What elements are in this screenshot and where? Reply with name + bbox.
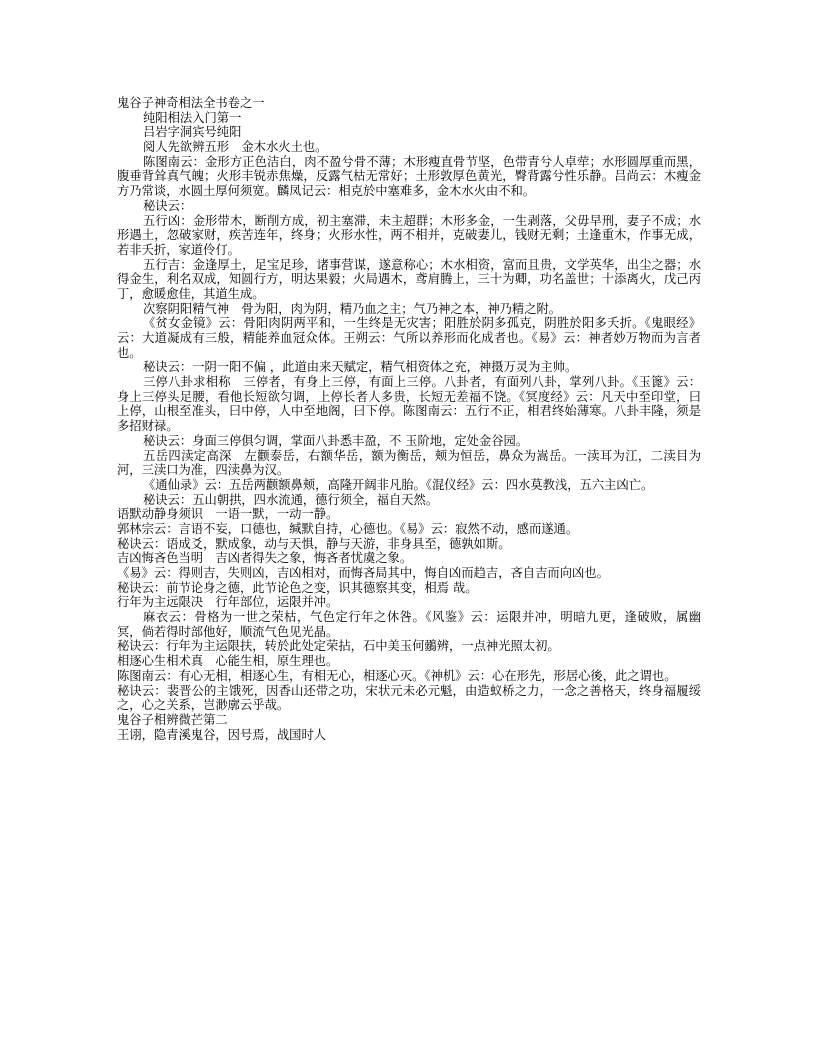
text-paragraph: 五岳四渎定高深 左颧泰岳，右额华岳，额为衡岳，颊为恒岳，鼻众为嵩岳。一渎耳为江，二渎目为河，三渎口为准，四渎鼻为汉。	[117, 448, 701, 478]
document-title-line: 鬼谷子神奇相法全书卷之一	[117, 96, 265, 110]
text-paragraph: 王诩，隐青溪鬼谷，因号焉，战国时人	[117, 727, 327, 742]
text-paragraph: 相逐心生相术真 心能生相，原生理也。	[117, 654, 339, 669]
text-paragraph: 秘诀云：前节论身之德，此节论色之变，识其德察其变，相焉 哉。	[117, 580, 478, 595]
text-paragraph: 鬼谷子相辨微芒第二	[117, 712, 228, 727]
document-body	[117, 96, 701, 742]
text-paragraph: 阅人先欲辨五形 金木水火土也。	[143, 140, 328, 155]
text-paragraph: 秘诀云：五山朝拱，四水流通，德行须全，福自天然。	[143, 492, 439, 507]
text-paragraph: 语默动静身须识 一语一默，一动一静。	[117, 507, 339, 522]
text-paragraph: 《通仙录》云：五岳两颧额鼻颊，高隆开阔非凡胎。《混仪经》云：四水莫教浅，五六主凶亡。	[143, 477, 654, 492]
text-paragraph: 吕岩字洞宾号纯阳	[143, 125, 242, 140]
text-paragraph: 秘诀云：一阴一阳不偏 ，此道由来天赋定，精气相资体之充，神摄万灵为主帅。	[143, 360, 578, 375]
text-paragraph: 郭林宗云：言语不妄，口德也，缄默自持，心德也。《易》云：寂然不动，感而遂通。	[117, 521, 579, 536]
text-paragraph: 五行凶：金形带木，断削方成，初主塞滞，未主超群；木形多金，一生剥落，父毋早刑，妻子不成；水形遇土，忽破家财，疾苦连年，终身；火形水性，两不相并，克破妻儿，钱财无剩；土逢重木，作事无成，若非夭折，家道伶仃。	[117, 213, 701, 257]
text-paragraph: 五行吉：金逢厚土，足宝足珍，诸事营谋，遂意称心；木水相资，富而且贵，文学英华，出尘之器；水得金生，利名双成，知圆行方，明达果毅；火局遇木，鸢肩腾上，三十为卿，功名盖世；十添离火，戊己丙丁，愈暖愈佳，其道生成。	[117, 257, 701, 301]
text-paragraph: 三停八卦求相称 三停者，有身上三停，有面上三停。八卦者，有面列八卦，掌列八卦。《玉篦》云：身上三停头足腰，看他长短欲匀调，上停长者人多贵，长短无差福不饶。《冥度经》云：凡天中至印堂，曰上停，山根至准头，曰中停，人中至地阁，曰下停。陈图南云：五行不正，相君终始薄寒。八卦丰隆，须是多招财禄。	[117, 375, 701, 434]
text-paragraph: 行年为主远限决 行年部位，运限并冲。	[117, 595, 339, 610]
text-paragraph: 纯阳相法入门第一	[143, 110, 242, 125]
text-paragraph: 麻衣云：骨格为一世之荣枯，气色定行年之休咎。《风鉴》云：运限并冲，明暗九更，逢破败，属幽冥，倘若得时部他好，顺流气色见光晶。	[117, 610, 701, 639]
text-paragraph: 吉凶悔吝色当明 吉凶者得失之象，悔吝者忧虞之象。	[117, 551, 413, 566]
text-paragraph: 《贫女金镜》云：骨阳肉阴两平和，一生终是无灾害；阳胜於阴多孤克，阴胜於阳多夭折。《鬼眼经》云：大道凝成有三般，精能养血冠众体。王朔云：气所以养形而化成者也。《易》云：神者妙万物而为言者也。	[117, 316, 701, 360]
text-paragraph: 秘诀云：语成爻，默成象，动与天惧，静与天游，非身具至，德孰如斯。	[117, 536, 511, 551]
text-paragraph: 秘诀云：行年为主运限扶，转於此处定荣拈，石中美玉何鶸辨，一点神光照太初。	[117, 639, 560, 654]
text-paragraph: 次察阴阳精气神 骨为阳，肉为阴，精乃血之主；气乃神之本，神乃精之附。	[143, 301, 562, 316]
text-paragraph: 秘诀云：	[143, 198, 193, 213]
text-paragraph: 《易》云：得则吉，失则凶，吉凶相对，而悔吝局其中，悔自凶而趋吉，吝自吉而向凶也。	[117, 566, 609, 580]
text-paragraph: 秘诀云：裴晋公的主饿死，因香山还带之功，宋状元未必元魁，由造蚁桥之力，一念之善格天，终身福履绥之，心之关系，岂渺廓云乎哉。	[117, 683, 701, 713]
text-paragraph: 陈图南云：金形方正色洁白，肉不盈兮骨不薄；木形瘦直骨节坚，色带青兮人卓荦；水形圆厚重而黑，腹垂背耸真气魄；火形丰锐赤焦燥，反露气枯无常好；土形敦厚色黄光，臀背露兮性乐静。吕尚云：木瘦金方乃常谈，水圆土厚何须宽。麟凤记云：相克於中塞难多，金木水火由不和。	[117, 154, 701, 199]
text-paragraph: 陈图南云：有心无相，相逐心生，有相无心，相逐心灭。《神机》云：心在形先，形居心後，此之谓也。	[117, 668, 677, 683]
text-paragraph: 秘诀云：身面三停俱匀调，掌面八卦悉丰盈，不 玉阶地，定处金谷园。	[143, 433, 529, 448]
